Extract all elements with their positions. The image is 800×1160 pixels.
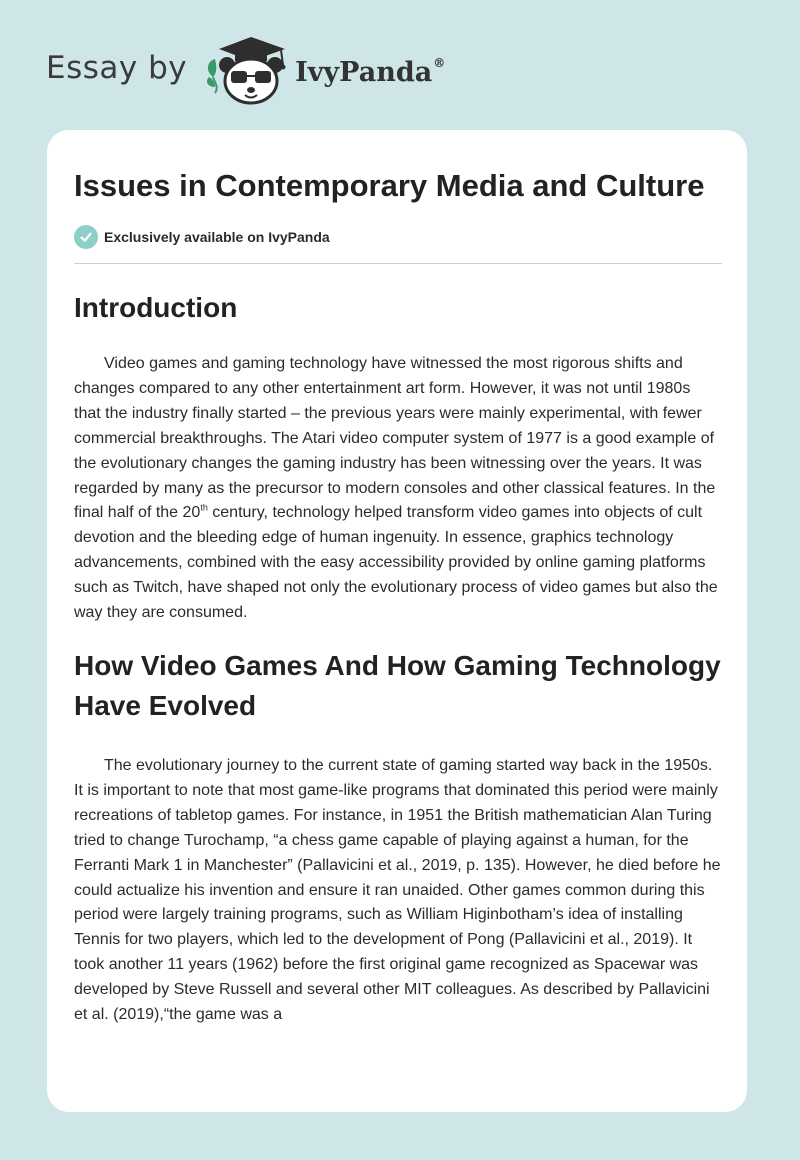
- divider: [74, 263, 722, 264]
- panda-graduate-icon: [201, 31, 293, 109]
- essay-card: [47, 130, 747, 1112]
- section-heading-evolution: How Video Games And How Gaming Technology Have Evolved: [74, 649, 721, 721]
- check-icon: [74, 225, 98, 249]
- section-paragraph-evolution: The evolutionary journey to the current state of gaming started way back in the 1950s. It is important to note that most game-like programs that dominated this period were mainly recreations of tabletop games. For instance, in 1951 the British mathematician Alan Turing tried to change Turochamp, “a chess game capable of playing against a human, for the Ferranti Mark 1 in Manchester” (Pallavicini et al., 2019, p. 135). However, he died before he could actualize his invention and ensure it ran unaided. Other games common during this period were largely training programs, such as William Higinbotham’s idea of installing Tennis for two players, which led to the development of Pong (Pallavicini et al., 2019). It took another 11 years (1962) before the first original game recognized as Spacewar was developed by Steve Russell and several other MIT colleagues. As described by Pallavicini et al. (2019),“the game was a: [74, 756, 721, 1024]
- essay-by-label: Essay by: [46, 50, 188, 86]
- exclusive-badge: [74, 225, 721, 249]
- essay-title: Issues in Contemporary Media and Culture: [74, 168, 705, 203]
- registered-mark: ®: [433, 56, 446, 70]
- badge-text: Exclusively available on IvyPanda: [104, 229, 330, 245]
- section-paragraph-introduction: Video games and gaming technology have witnessed the most rigorous shifts and changes compared to any other entertainment art form. However, it was not until 1980s that the industry finally started – the previous years were mainly experimental, with fewer commercial breakthroughs. The Atari video computer system of 1977 is a good example of the evolutionary changes the gaming industry has been witnessing over the years. It was regarded by many as the precursor to modern consoles and other classical features. In the final half of the 20th century, technology helped transform video games into objects of cult devotion and the bleeding edge of human ingenuity. In essence, graphics technology advancements, combined with the easy accessibility provided by online gaming platforms such as Twitch, have shaped not only the evolutionary process of video games but also the way they are consumed.: [74, 355, 718, 622]
- section-heading-introduction: Introduction: [74, 292, 238, 323]
- site-header: [46, 34, 445, 114]
- brand-name[interactable]: IvyPanda®: [295, 56, 446, 88]
